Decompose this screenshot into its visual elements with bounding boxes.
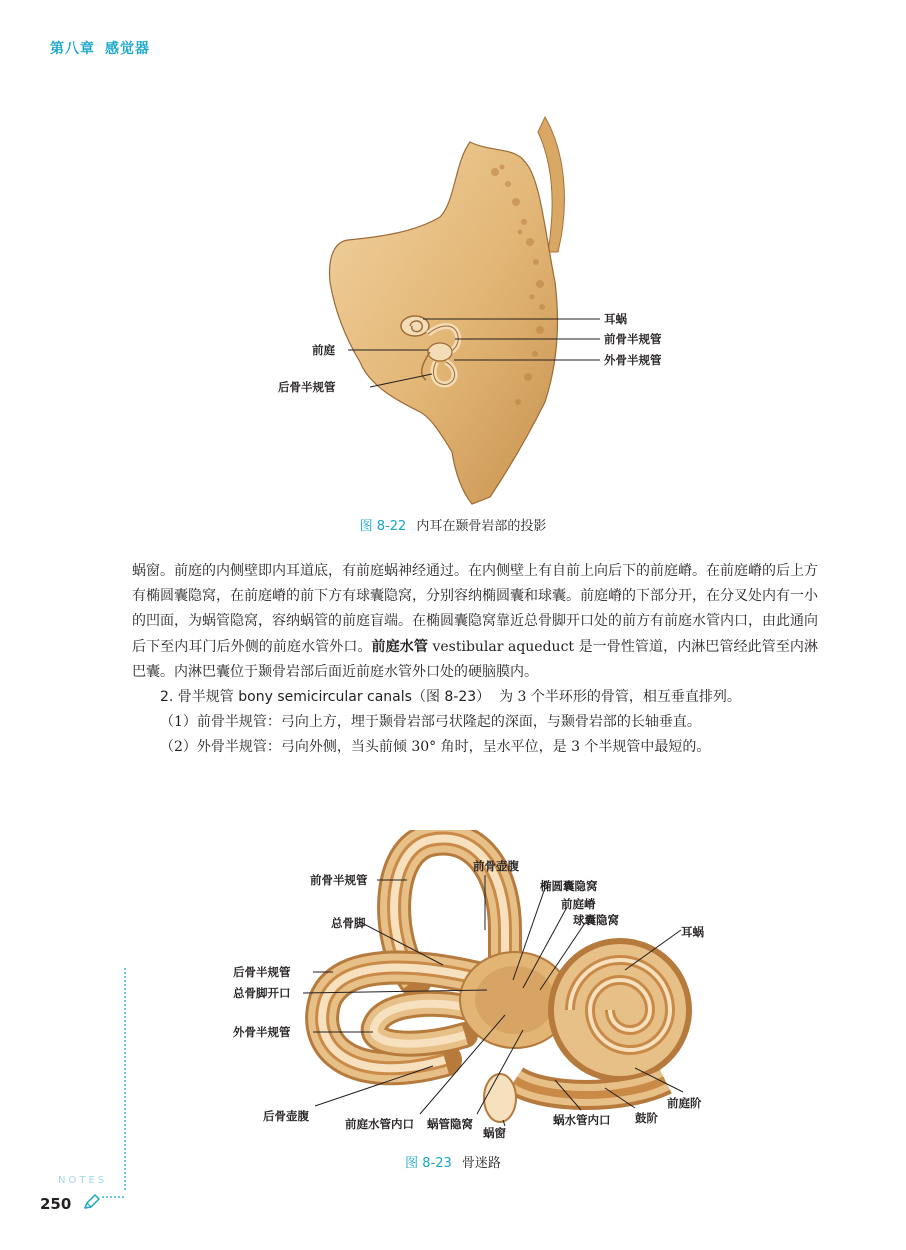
notes-underline	[102, 1196, 124, 1198]
label-cochlear-window: 蜗窗	[483, 1126, 506, 1140]
notes-label: NOTES	[58, 1175, 108, 1186]
label-anterior-canal: 前骨半规管	[604, 332, 662, 346]
caption-title: 骨迷路	[461, 1156, 501, 1171]
label-posterior-canal: 后骨半规管	[278, 380, 336, 394]
term-vestibular-aqueduct: 前庭水管	[371, 638, 428, 655]
label-elliptical-recess: 椭圆囊隐窝	[540, 879, 598, 893]
label-anterior-canal: 前骨半规管	[310, 873, 368, 887]
caption-number: 图 8-22	[359, 519, 407, 534]
figure-8-22	[240, 112, 700, 512]
label-lateral-canal: 外骨半规管	[233, 1025, 291, 1039]
label-vestibule: 前庭	[312, 343, 335, 357]
pencil-icon	[83, 1194, 101, 1214]
caption-number: 图 8-23	[405, 1156, 452, 1171]
label-cochlea: 耳蜗	[681, 925, 704, 939]
section-intro: 为 3 个半环形的骨管，相互垂直排列。	[499, 689, 741, 706]
body-text	[132, 559, 818, 761]
label-lateral-canal: 外骨半规管	[604, 353, 662, 367]
label-cochlear-canaliculus: 蜗水管内口	[553, 1113, 611, 1127]
section-heading-semicircular	[132, 685, 818, 710]
label-aqueduct-inner-opening: 前庭水管内口	[345, 1117, 414, 1131]
paragraph-text-continued: vestibular aqueduct 是一骨性管道，内淋巴管经此管至内淋巴囊。内淋巴囊位于颞骨岩部后面近前庭水管外口处的硬脑膜内。	[132, 638, 819, 680]
cochlear-window	[484, 1074, 516, 1122]
page-number: 250	[40, 1195, 72, 1213]
list-item-lateral: （2）外骨半规管：弓向外侧，当头前倾 30° 角时，呈水平位，是 3 个半规管中最短的。	[160, 739, 711, 756]
caption-figure-8-23	[0, 1152, 906, 1171]
label-cochlear-recess: 蜗管隐窝	[427, 1117, 473, 1131]
section-heading: 2. 骨半规管 bony semicircular canals（图 8-23）	[160, 689, 491, 706]
label-scala-vestibuli: 前庭阶	[667, 1096, 702, 1110]
caption-figure-8-22	[0, 515, 906, 534]
petrous-bone	[330, 142, 558, 504]
figure-8-23	[215, 830, 715, 1140]
label-posterior-ampulla: 后骨壶腹	[263, 1109, 309, 1123]
label-posterior-canal: 后骨半规管	[233, 965, 291, 979]
label-vestibular-crest: 前庭嵴	[561, 897, 596, 911]
paragraph-vestibule	[132, 559, 818, 685]
chapter-number: 第八章	[50, 41, 95, 57]
list-item-anterior: （1）前骨半规管：弓向上方，埋于颞骨岩部弓状隆起的深面，与颞骨岩部的长轴垂直。	[160, 714, 701, 731]
label-common-crus: 总骨脚	[331, 916, 366, 930]
label-spherical-recess: 球囊隐窝	[573, 913, 619, 927]
label-common-crus-opening: 总骨脚开口	[233, 986, 291, 1000]
notes-margin-rule	[124, 968, 126, 1190]
paragraph-text: 蜗窗。前庭的内侧壁即内耳道底，有前庭蜗神经通过。在内侧壁上有自前上向后下的前庭嵴。在前庭嵴的后上方有椭圆囊隐窝，在前庭嵴的前下方有球囊隐窝，分别容纳椭圆囊和球囊。前庭嵴的下部分开，在分叉处内有一小的凹面，为蜗管隐窝，容纳蜗管的前庭盲端。在椭圆囊隐窝靠近总骨脚开口处的前方有前庭水管内口，由此通向后下至内耳门后外侧的前庭水管外口。	[132, 563, 818, 655]
chapter-title: 感觉器	[105, 41, 150, 57]
caption-title: 内耳在颞骨岩部的投影	[416, 519, 547, 534]
label-scala-tympani: 鼓阶	[635, 1111, 658, 1125]
bony-labyrinth-illustration	[215, 830, 715, 1140]
label-anterior-ampulla: 前骨壶腹	[473, 859, 519, 873]
chapter-header	[50, 38, 150, 58]
petrous-bone-illustration	[240, 112, 700, 512]
label-cochlea: 耳蜗	[604, 312, 627, 326]
